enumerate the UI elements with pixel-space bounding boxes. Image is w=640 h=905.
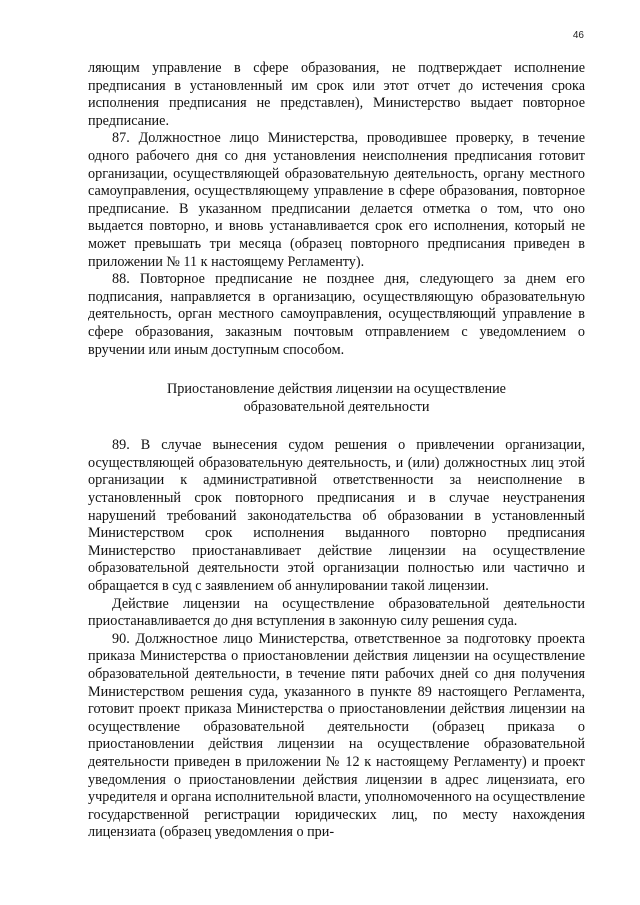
page-number: 46 <box>572 30 584 41</box>
document-body <box>88 60 585 842</box>
paragraph: Действие лицензии на осуществление образовательной деятельности приостанавливается до дня вступления в законную силу решения суда. <box>88 595 585 630</box>
paragraph: 89. В случае вынесения судом решения о привлечении организации, осуществляющей образовательную деятельность, и (или) должностных лиц этой организации к административной ответственности за неисполнение в установленный срок повторного предписания и в случае неустранения нарушений требований законодательства об образовании в установленный Министерством срок исполнения выданного повторно предписания Министерство приостанавливает действие лицензии на осуществление образовательной деятельности этой организации полностью или частично и обращается в суд с заявлением об аннулировании такой лицензии. <box>88 437 585 595</box>
paragraph: 87. Должностное лицо Министерства, проводившее проверку, в течение одного рабочего дня со дня установления неисполнения предписания готовит организации, осуществляющей образовательную деятельность, органу местного самоуправления, осуществляющему управление в сфере образования, повторное предписание. В указанном предписании делается отметка о том, что оно выдается повторно, и вновь устанавливается срок его исполнения, который не может превышать три месяца (образец повторного предписания приведен в приложении № 11 к настоящему Регламенту). <box>88 130 585 270</box>
paragraph: ляющим управление в сфере образования, не подтверждает исполнение предписания в установленный им срок или этот отчет до истечения срока исполнения предписания не представлен), Министерство выдает повторное предписание. <box>88 60 585 129</box>
section-heading: Приостановление действия лицензии на осуществление образовательной деятельности <box>167 381 506 415</box>
paragraph: 88. Повторное предписание не позднее дня, следующего за днем его подписания, направляется в организацию, осуществляющую образовательную деятельность, орган местного самоуправления, осуществляющий управление в сфере образования, заказным почтовым отправлением с уведомлением о вручении или иным доступным способом. <box>88 271 585 358</box>
paragraph: 90. Должностное лицо Министерства, ответственное за подготовку проекта приказа Министерства о приостановлении действия лицензии на осуществление образовательной деятельности, в течение пяти рабочих дней со дня получения Министерством решения суда, указанного в пункте 89 настоящего Регламента, готовит проект приказа Министерства о приостановлении действия лицензии на осуществление образовательной деятельности (образец приказа о приостановлении действия лицензии на осуществление образовательной деятельности приведен в приложении № 12 к настоящему Регламенту) и проект уведомления о приостановлении действия лицензии в адрес лицензиата, его учредителя и органа исполнительной власти, уполномоченного на осуществление государственной регистрации юридических лиц, по месту нахождения лицензиата (образец уведомления о при- <box>88 630 585 841</box>
